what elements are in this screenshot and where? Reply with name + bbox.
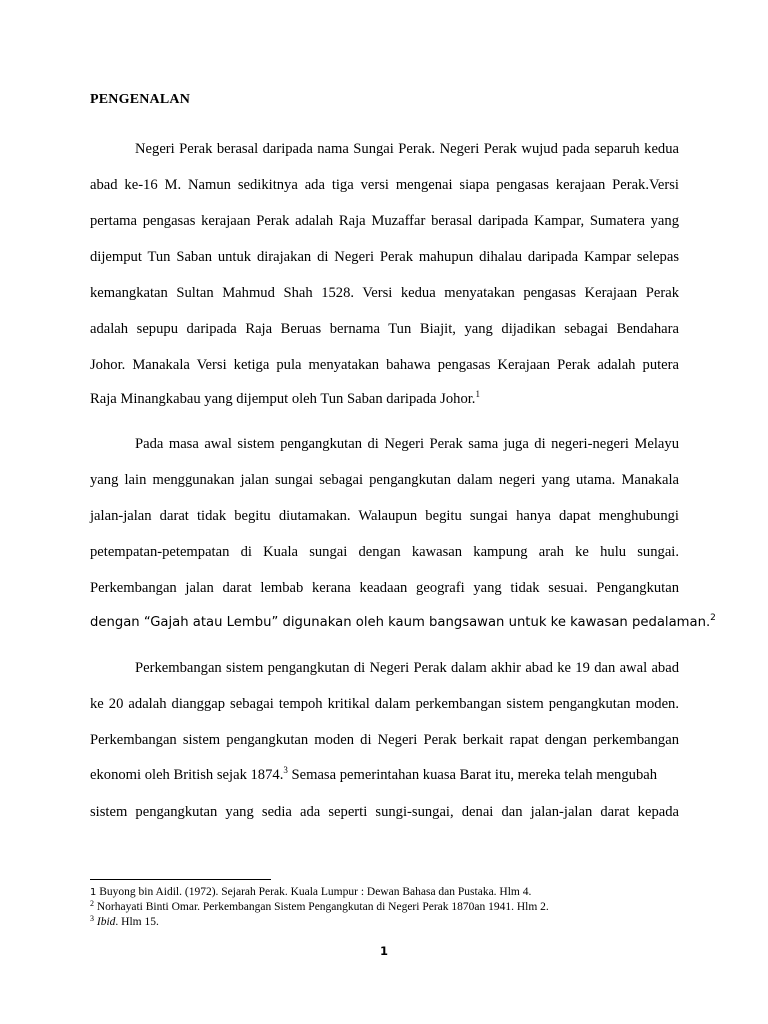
body-line: pertama pengasas kerajaan Perak adalah Raja Muzaffar berasal daripada Kampar, Sumatera yang [90, 213, 679, 229]
footnote [90, 885, 531, 900]
footnote-number: 3 [90, 914, 94, 923]
footnote-reference[interactable]: 2 [710, 613, 716, 623]
body-line-last [90, 613, 716, 632]
body-line: ke 20 adalah dianggap sebagai tempoh kritikal dalam perkembangan sistem pengangkutan moden. [90, 696, 679, 712]
body-line: yang lain menggunakan jalan sungai sebagai pengangkutan dalam negeri yang utama. Manakala [90, 472, 679, 488]
body-line: jalan-jalan darat tidak begitu diutamakan. Walaupun begitu sungai hanya dapat menghubungi [90, 508, 679, 524]
body-line: kemangkatan Sultan Mahmud Shah 1528. Versi kedua menyatakan pengasas Kerajaan Perak [90, 285, 679, 301]
section-heading: PENGENALAN [90, 92, 191, 107]
footnote-text: Buyong bin Aidil. (1972). Sejarah Perak. Kuala Lumpur : Dewan Bahasa dan Pustaka. Hlm 4. [96, 886, 532, 898]
page-number: 1 [379, 944, 388, 958]
footnote-reference[interactable]: 1 [475, 389, 480, 399]
footnote-ibid: Ibid [96, 916, 116, 928]
body-line: petempatan-petempatan di Kuala sungai dengan kawasan kampung arah ke hulu sungai. [90, 544, 679, 560]
body-line-text: Raja Minangkabau yang dijemput oleh Tun Saban daripada Johor. [90, 391, 476, 407]
footnote [90, 900, 549, 914]
footnote-separator [90, 879, 271, 880]
footnote-text: . Hlm 15. [115, 916, 159, 928]
footnote [90, 915, 159, 929]
body-line: Negeri Perak berasal daripada nama Sungai Perak. Negeri Perak wujud pada separuh kedua [135, 141, 679, 157]
body-line: dijemput Tun Saban untuk dirajakan di Negeri Perak mahupun dihalau daripada Kampar selepas [90, 249, 679, 265]
body-line-text: ekonomi oleh British sejak 1874. [90, 767, 284, 783]
body-line: adalah sepupu daripada Raja Beruas bernama Tun Biajit, yang dijadikan sebagai Bendahara [90, 321, 679, 337]
body-line: Pada masa awal sistem pengangkutan di Negeri Perak sama juga di negeri-negeri Melayu [135, 436, 679, 452]
footnote-number: 2 [90, 899, 94, 908]
body-line: sistem pengangkutan yang sedia ada seperti sungi-sungai, denai dan jalan-jalan darat kepada [90, 804, 679, 820]
body-line-last [90, 390, 679, 408]
footnote-reference[interactable]: 3 [283, 765, 288, 775]
body-line: Perkembangan jalan darat lembab kerana keadaan geografi yang tidak sesuai. Pengangkutan [90, 580, 679, 596]
body-line: Perkembangan sistem pengangkutan moden di Negeri Perak berkait rapat dengan perkembangan [90, 732, 679, 748]
body-line: Johor. Manakala Versi ketiga pula menyatakan bahawa pengasas Kerajaan Perak adalah putera [90, 357, 679, 373]
body-line-text: dengan “Gajah atau Lembu” digunakan oleh kaum bangsawan untuk ke kawasan pedalaman. [90, 615, 711, 630]
footnote-number: 1 [90, 887, 97, 898]
body-line-text: Semasa pemerintahan kuasa Barat itu, mereka telah mengubah [287, 767, 658, 783]
footnote-text: Norhayati Binti Omar. Perkembangan Sistem Pengangkutan di Negeri Perak 1870an 1941. Hlm 2. [94, 901, 549, 913]
body-line: Perkembangan sistem pengangkutan di Negeri Perak dalam akhir abad ke 19 dan awal abad [135, 660, 679, 676]
body-line [90, 766, 679, 784]
body-line: abad ke-16 M. Namun sedikitnya ada tiga versi mengenai siapa pengasas kerajaan Perak.Versi [90, 177, 679, 193]
